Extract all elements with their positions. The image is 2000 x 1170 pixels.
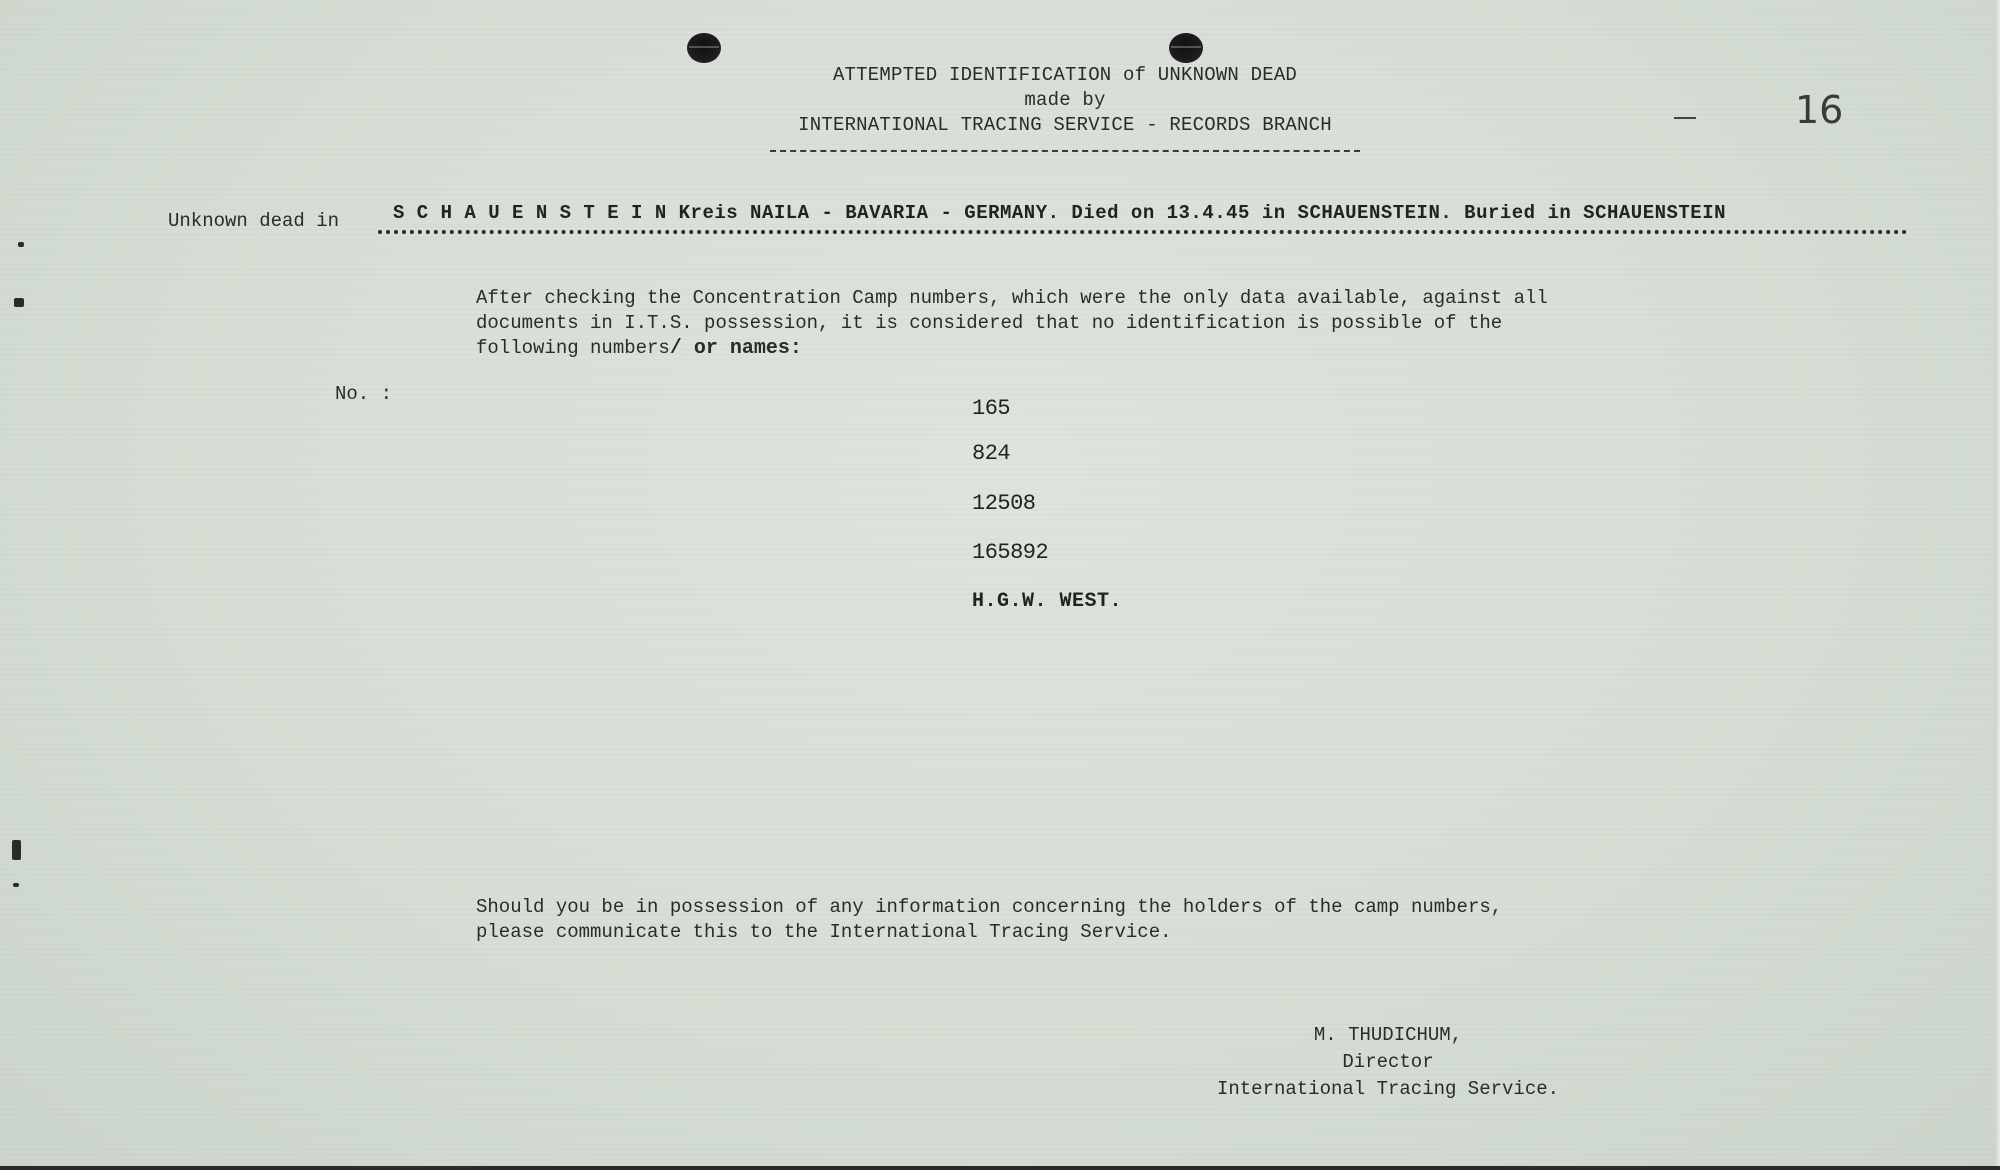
header-title-line2: made by — [1024, 89, 1106, 111]
punch-hole-right — [1169, 33, 1203, 63]
subject-location-text: S C H A U E N S T E I N Kreis NAILA - BAVARIA - GERMANY. Died on 13.4.45 in SCHAUENSTEIN. Buried in SCHAUENSTEIN — [393, 202, 1727, 224]
signature-org: International Tracing Service. — [1216, 1078, 1560, 1100]
person-name-item: H.G.W. WEST. — [972, 590, 1123, 613]
scan-edge-right — [1994, 0, 2000, 1170]
numbers-label: No. : — [335, 383, 393, 405]
body-line-1: After checking the Concentration Camp numbers, which were the only data available, against all — [476, 287, 1548, 309]
margin-mark — [12, 840, 21, 860]
closing-line-1: Should you be in possession of any information concerning the holders of the camp numbers, — [476, 896, 1503, 918]
closing-line-2: please communicate this to the International Tracing Service. — [476, 921, 1172, 943]
scan-edge-bottom — [0, 1166, 2000, 1170]
subject-line — [168, 202, 1908, 238]
header-title-line1: ATTEMPTED IDENTIFICATION of UNKNOWN DEAD — [832, 64, 1298, 86]
margin-mark — [14, 298, 24, 307]
or-names-addition: / or names: — [669, 337, 802, 360]
camp-number-item: 165 — [972, 396, 1011, 421]
header-title-line3: INTERNATIONAL TRACING SERVICE - RECORDS BRANCH — [798, 114, 1332, 136]
punch-hole-left — [687, 33, 721, 63]
camp-number-item: 12508 — [972, 491, 1036, 516]
page-number-dash — [1674, 117, 1696, 119]
margin-mark — [18, 242, 24, 247]
signature-title: Director — [1342, 1051, 1434, 1073]
signature-name: M. THUDICHUM, — [1313, 1024, 1463, 1046]
margin-mark — [13, 883, 19, 887]
body-line-3 — [476, 336, 802, 361]
page-number: 16 — [1795, 88, 1844, 132]
body-line-2: documents in I.T.S. possession, it is considered that no identification is possible of the — [476, 312, 1503, 334]
signature-block — [1188, 1022, 1588, 1103]
camp-number-item: 165892 — [972, 540, 1049, 565]
camp-number-item: 824 — [972, 441, 1011, 466]
subject-dotted-line — [378, 230, 1908, 234]
header-underline — [770, 150, 1360, 152]
body-line-3-text: following numbers — [476, 337, 670, 359]
subject-label: Unknown dead in — [168, 210, 340, 232]
